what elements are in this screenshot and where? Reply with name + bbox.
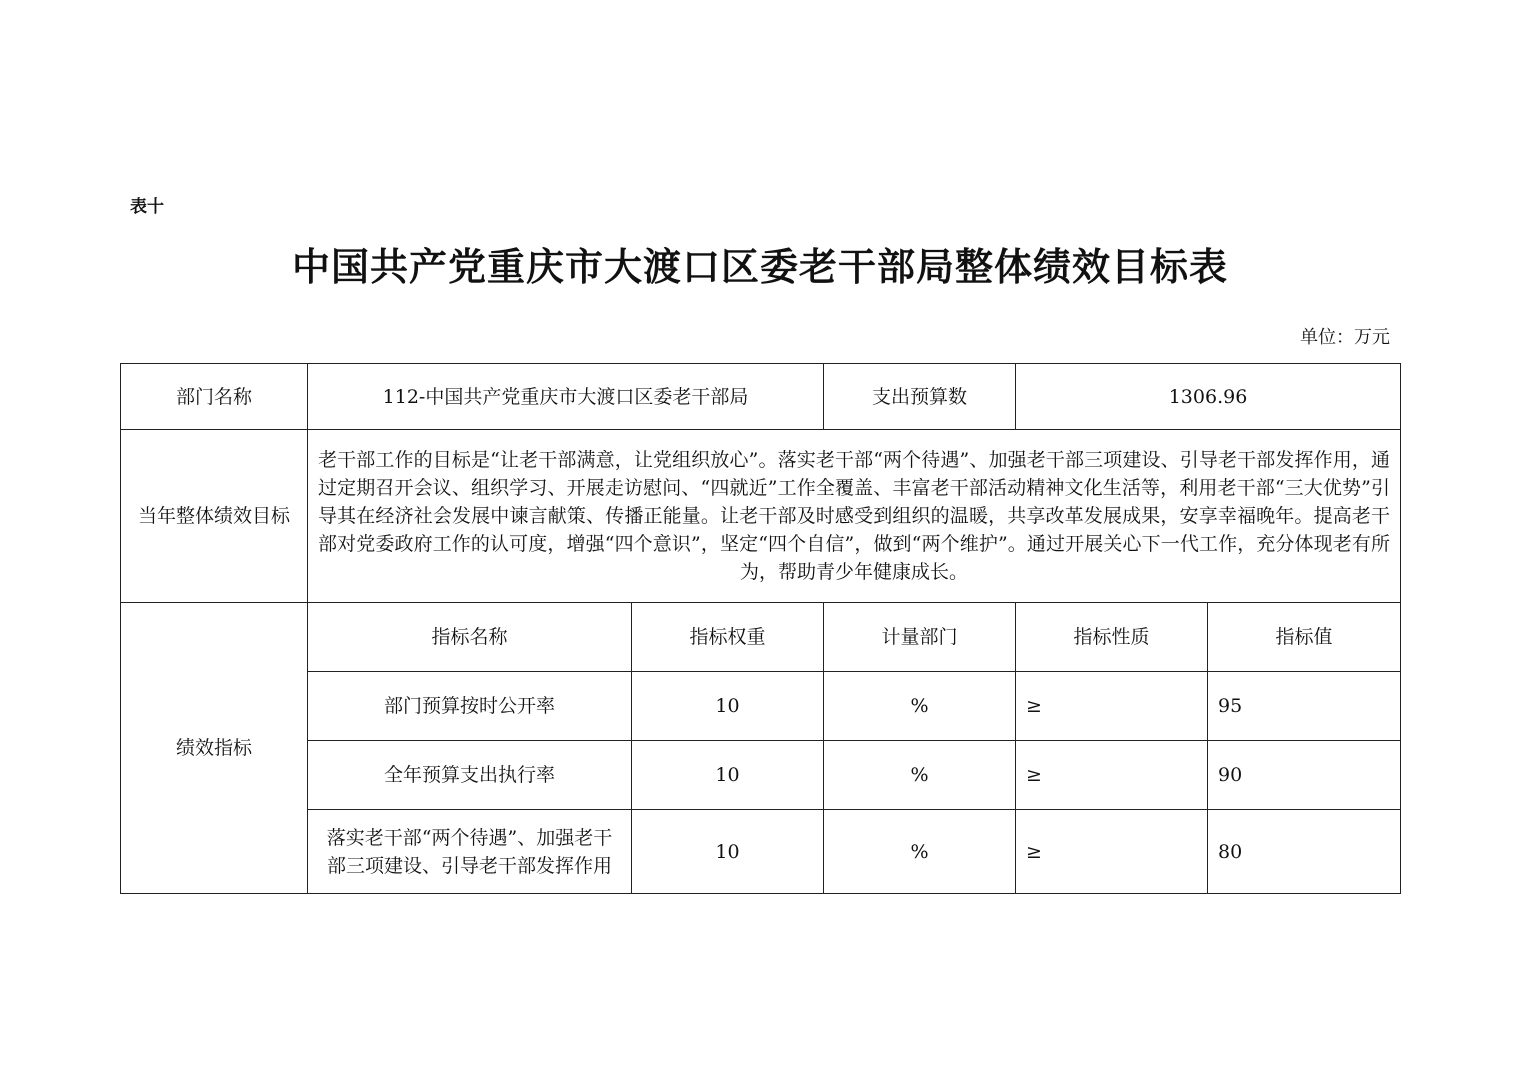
dept-name-label: 部门名称 xyxy=(121,364,308,430)
indicator-nature: ≥ xyxy=(1016,810,1208,894)
indicator-nature: ≥ xyxy=(1016,672,1208,741)
dept-name-value: 112-中国共产党重庆市大渡口区委老干部局 xyxy=(308,364,824,430)
table-row xyxy=(121,672,1401,741)
budget-label: 支出预算数 xyxy=(824,364,1016,430)
dept-info-row xyxy=(121,364,1401,430)
table-row xyxy=(121,810,1401,894)
indicator-weight: 10 xyxy=(632,672,824,741)
indicator-nature: ≥ xyxy=(1016,741,1208,810)
table-row xyxy=(121,741,1401,810)
indicator-weight: 10 xyxy=(632,741,824,810)
indicator-value: 95 xyxy=(1208,672,1401,741)
indicator-unit: % xyxy=(824,810,1016,894)
indicator-name: 全年预算支出执行率 xyxy=(308,741,632,810)
indicator-name: 部门预算按时公开率 xyxy=(308,672,632,741)
indicator-name: 落实老干部“两个待遇”、加强老干部三项建设、引导老干部发挥作用 xyxy=(308,810,632,894)
header-indicator-nature: 指标性质 xyxy=(1016,603,1208,672)
indicator-unit: % xyxy=(824,741,1016,810)
header-indicator-weight: 指标权重 xyxy=(632,603,824,672)
table-number-label: 表十 xyxy=(130,197,164,217)
annual-goal-label: 当年整体绩效目标 xyxy=(121,430,308,603)
header-indicator-name: 指标名称 xyxy=(308,603,632,672)
indicator-weight: 10 xyxy=(632,810,824,894)
indicator-header-row xyxy=(121,603,1401,672)
budget-value: 1306.96 xyxy=(1016,364,1401,430)
annual-goal-row xyxy=(121,430,1401,603)
unit-label: 单位：万元 xyxy=(1300,327,1390,348)
indicator-value: 90 xyxy=(1208,741,1401,810)
indicator-value: 80 xyxy=(1208,810,1401,894)
header-indicator-value: 指标值 xyxy=(1208,603,1401,672)
document-title: 中国共产党重庆市大渡口区委老干部局整体绩效目标表 xyxy=(291,244,1228,289)
annual-goal-text: 老干部工作的目标是“让老干部满意，让党组织放心”。落实老干部“两个待遇”、加强老干部三项建设、引导老干部发挥作用，通过定期召开会议、组织学习、开展走访慰问、“四就近”工作全覆盖、丰富老干部活动精神文化生活等，利用老干部“三大优势”引导其在经济社会发展中谏言献策、传播正能量。让老干部及时感受到组织的温暖，共享改革发展成果，安享幸福晚年。提高老干部对党委政府工作的认可度，增强“四个意识”，坚定“四个自信”，做到“两个维护”。通过开展关心下一代工作，充分体现老有所为，帮助青少年健康成长。 xyxy=(308,430,1401,603)
performance-target-table xyxy=(120,363,1401,894)
indicator-section-label: 绩效指标 xyxy=(121,603,308,894)
header-measure-unit: 计量部门 xyxy=(824,603,1016,672)
indicator-unit: % xyxy=(824,672,1016,741)
